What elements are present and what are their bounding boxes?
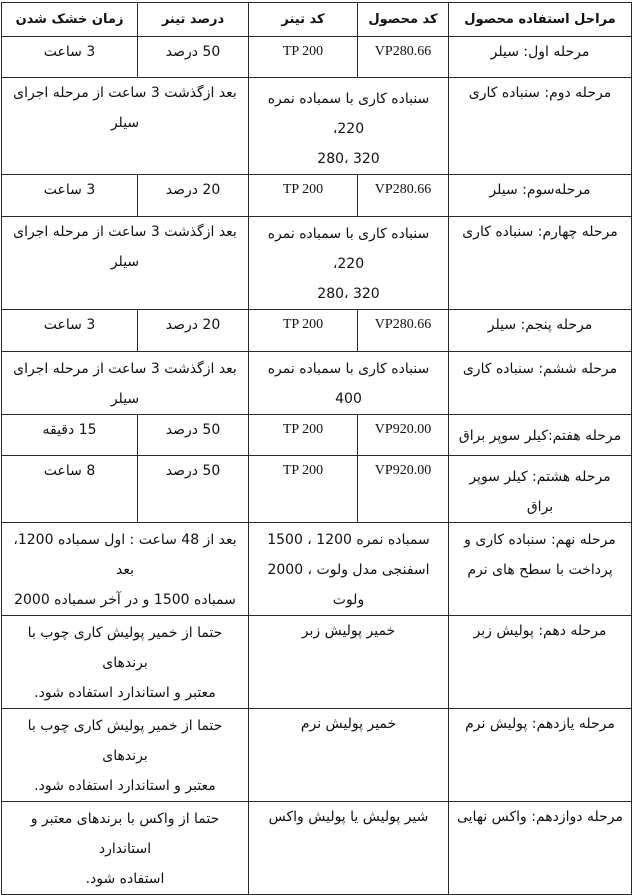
thinner-percent-cell: 50 درصد — [138, 456, 249, 523]
header-product-code: کد محصول — [358, 3, 449, 37]
product-code-cell: VP280.66 — [358, 175, 449, 217]
note-line: حتما از واکس با برندهای معتبر و استاندارد — [30, 811, 220, 857]
stage-cell: مرحله چهارم: سنباده کاری — [449, 217, 632, 310]
instruction-cell — [249, 78, 449, 175]
note-cell — [2, 523, 249, 616]
instruction-cell: شیر پولیش یا پولیش واکس — [249, 802, 449, 895]
table-row — [2, 802, 632, 895]
stage-cell: مرحله دوم: سنباده کاری — [449, 78, 632, 175]
header-thinner-code: کد تینر — [249, 3, 358, 37]
thinner-code-cell: TP 200 — [249, 37, 358, 78]
table-row — [2, 415, 632, 456]
stage-cell: مرحله هفتم:کیلر سوپر براق — [449, 415, 632, 456]
table-row — [2, 78, 632, 175]
product-code-cell: VP920.00 — [358, 456, 449, 523]
instruction-line: سنباده کاری با سمباده نمره 220، — [267, 91, 430, 137]
table-row — [2, 709, 632, 802]
table-row — [2, 523, 632, 616]
note-line: حتما از خمیر پولیش کاری چوب با برندهای — [27, 718, 223, 764]
note-cell: بعد ازگذشت 3 ساعت از مرحله اجرای سیلر — [2, 78, 249, 175]
instruction-cell — [249, 217, 449, 310]
header-drying-time: زمان خشک شدن — [2, 3, 138, 37]
instruction-line: سنباده کاری با سمباده نمره 220، — [267, 226, 430, 272]
note-cell: بعد ازگذشت 3 ساعت از مرحله اجرای سیلر — [2, 352, 249, 415]
drying-time-cell: 3 ساعت — [2, 37, 138, 78]
note-cell: بعد ازگذشت 3 ساعت از مرحله اجرای سیلر — [2, 217, 249, 310]
stage-line: پرداخت با سطح های نرم — [467, 562, 613, 578]
note-cell — [2, 709, 249, 802]
thinner-code-cell: TP 200 — [249, 415, 358, 456]
table-header-row — [2, 3, 632, 37]
instruction-line: اسفنجی مدل ولوت ، 2000 ولوت — [267, 562, 430, 608]
drying-time-cell: 3 ساعت — [2, 310, 138, 352]
instruction-cell — [249, 523, 449, 616]
thinner-percent-cell: 20 درصد — [138, 310, 249, 352]
table-row — [2, 37, 632, 78]
note-line: معتبر و استاندارد استفاده شود. — [34, 778, 216, 794]
table-row — [2, 310, 632, 352]
note-line: استفاده شود. — [85, 871, 165, 887]
stage-cell: مرحله دوازدهم: واکس نهایی — [449, 802, 632, 895]
drying-time-cell: 8 ساعت — [2, 456, 138, 523]
instruction-cell: خمیر پولیش زبر — [249, 616, 449, 709]
product-code-cell: VP920.00 — [358, 415, 449, 456]
stage-cell: مرحله پنجم: سیلر — [449, 310, 632, 352]
instruction-line: 320 ،280 — [317, 151, 380, 167]
thinner-percent-cell: 50 درصد — [138, 415, 249, 456]
table-row — [2, 352, 632, 415]
header-thinner-percent: درصد تینر — [138, 3, 249, 37]
instruction-cell: خمیر پولیش نرم — [249, 709, 449, 802]
stage-cell — [449, 523, 632, 616]
stage-cell: مرحله دهم: پولیش زبر — [449, 616, 632, 709]
header-stage: مراحل استفاده محصول — [449, 3, 632, 37]
note-line: سمباده 1500 و در آخر سمباده 2000 — [14, 592, 236, 608]
stage-cell: مرحله یازدهم: پولیش نرم — [449, 709, 632, 802]
stage-cell: مرحله اول: سیلر — [449, 37, 632, 78]
note-line: معتبر و استاندارد استفاده شود. — [34, 685, 216, 701]
stage-line: مرحله نهم: سنباده کاری و — [464, 532, 616, 548]
note-line: بعد از 48 ساعت : اول سمباده 1200، بعد — [13, 532, 237, 578]
table-row — [2, 456, 632, 523]
thinner-percent-cell: 50 درصد — [138, 37, 249, 78]
stage-cell: مرحله هشتم: کیلر سوپر براق — [449, 456, 632, 523]
thinner-code-cell: TP 200 — [249, 310, 358, 352]
table-row — [2, 217, 632, 310]
instruction-cell: سنباده کاری با سمباده نمره 400 — [249, 352, 449, 415]
note-cell — [2, 616, 249, 709]
product-usage-steps-table — [1, 2, 632, 895]
instruction-line: سمباده نمره 1200 ، 1500 — [267, 532, 430, 548]
stage-cell: مرحله ششم: سنباده کاری — [449, 352, 632, 415]
drying-time-cell: 3 ساعت — [2, 175, 138, 217]
product-code-cell: VP280.66 — [358, 37, 449, 78]
table-row — [2, 175, 632, 217]
stage-cell: مرحله‌سوم: سیلر — [449, 175, 632, 217]
thinner-percent-cell: 20 درصد — [138, 175, 249, 217]
thinner-code-cell: TP 200 — [249, 456, 358, 523]
drying-time-cell: 15 دقیقه — [2, 415, 138, 456]
note-cell — [2, 802, 249, 895]
thinner-code-cell: TP 200 — [249, 175, 358, 217]
product-code-cell: VP280.66 — [358, 310, 449, 352]
table-row — [2, 616, 632, 709]
note-line: حتما از خمیر پولیش کاری چوب با برندهای — [27, 625, 223, 671]
instruction-line: 320 ،280 — [317, 286, 380, 302]
